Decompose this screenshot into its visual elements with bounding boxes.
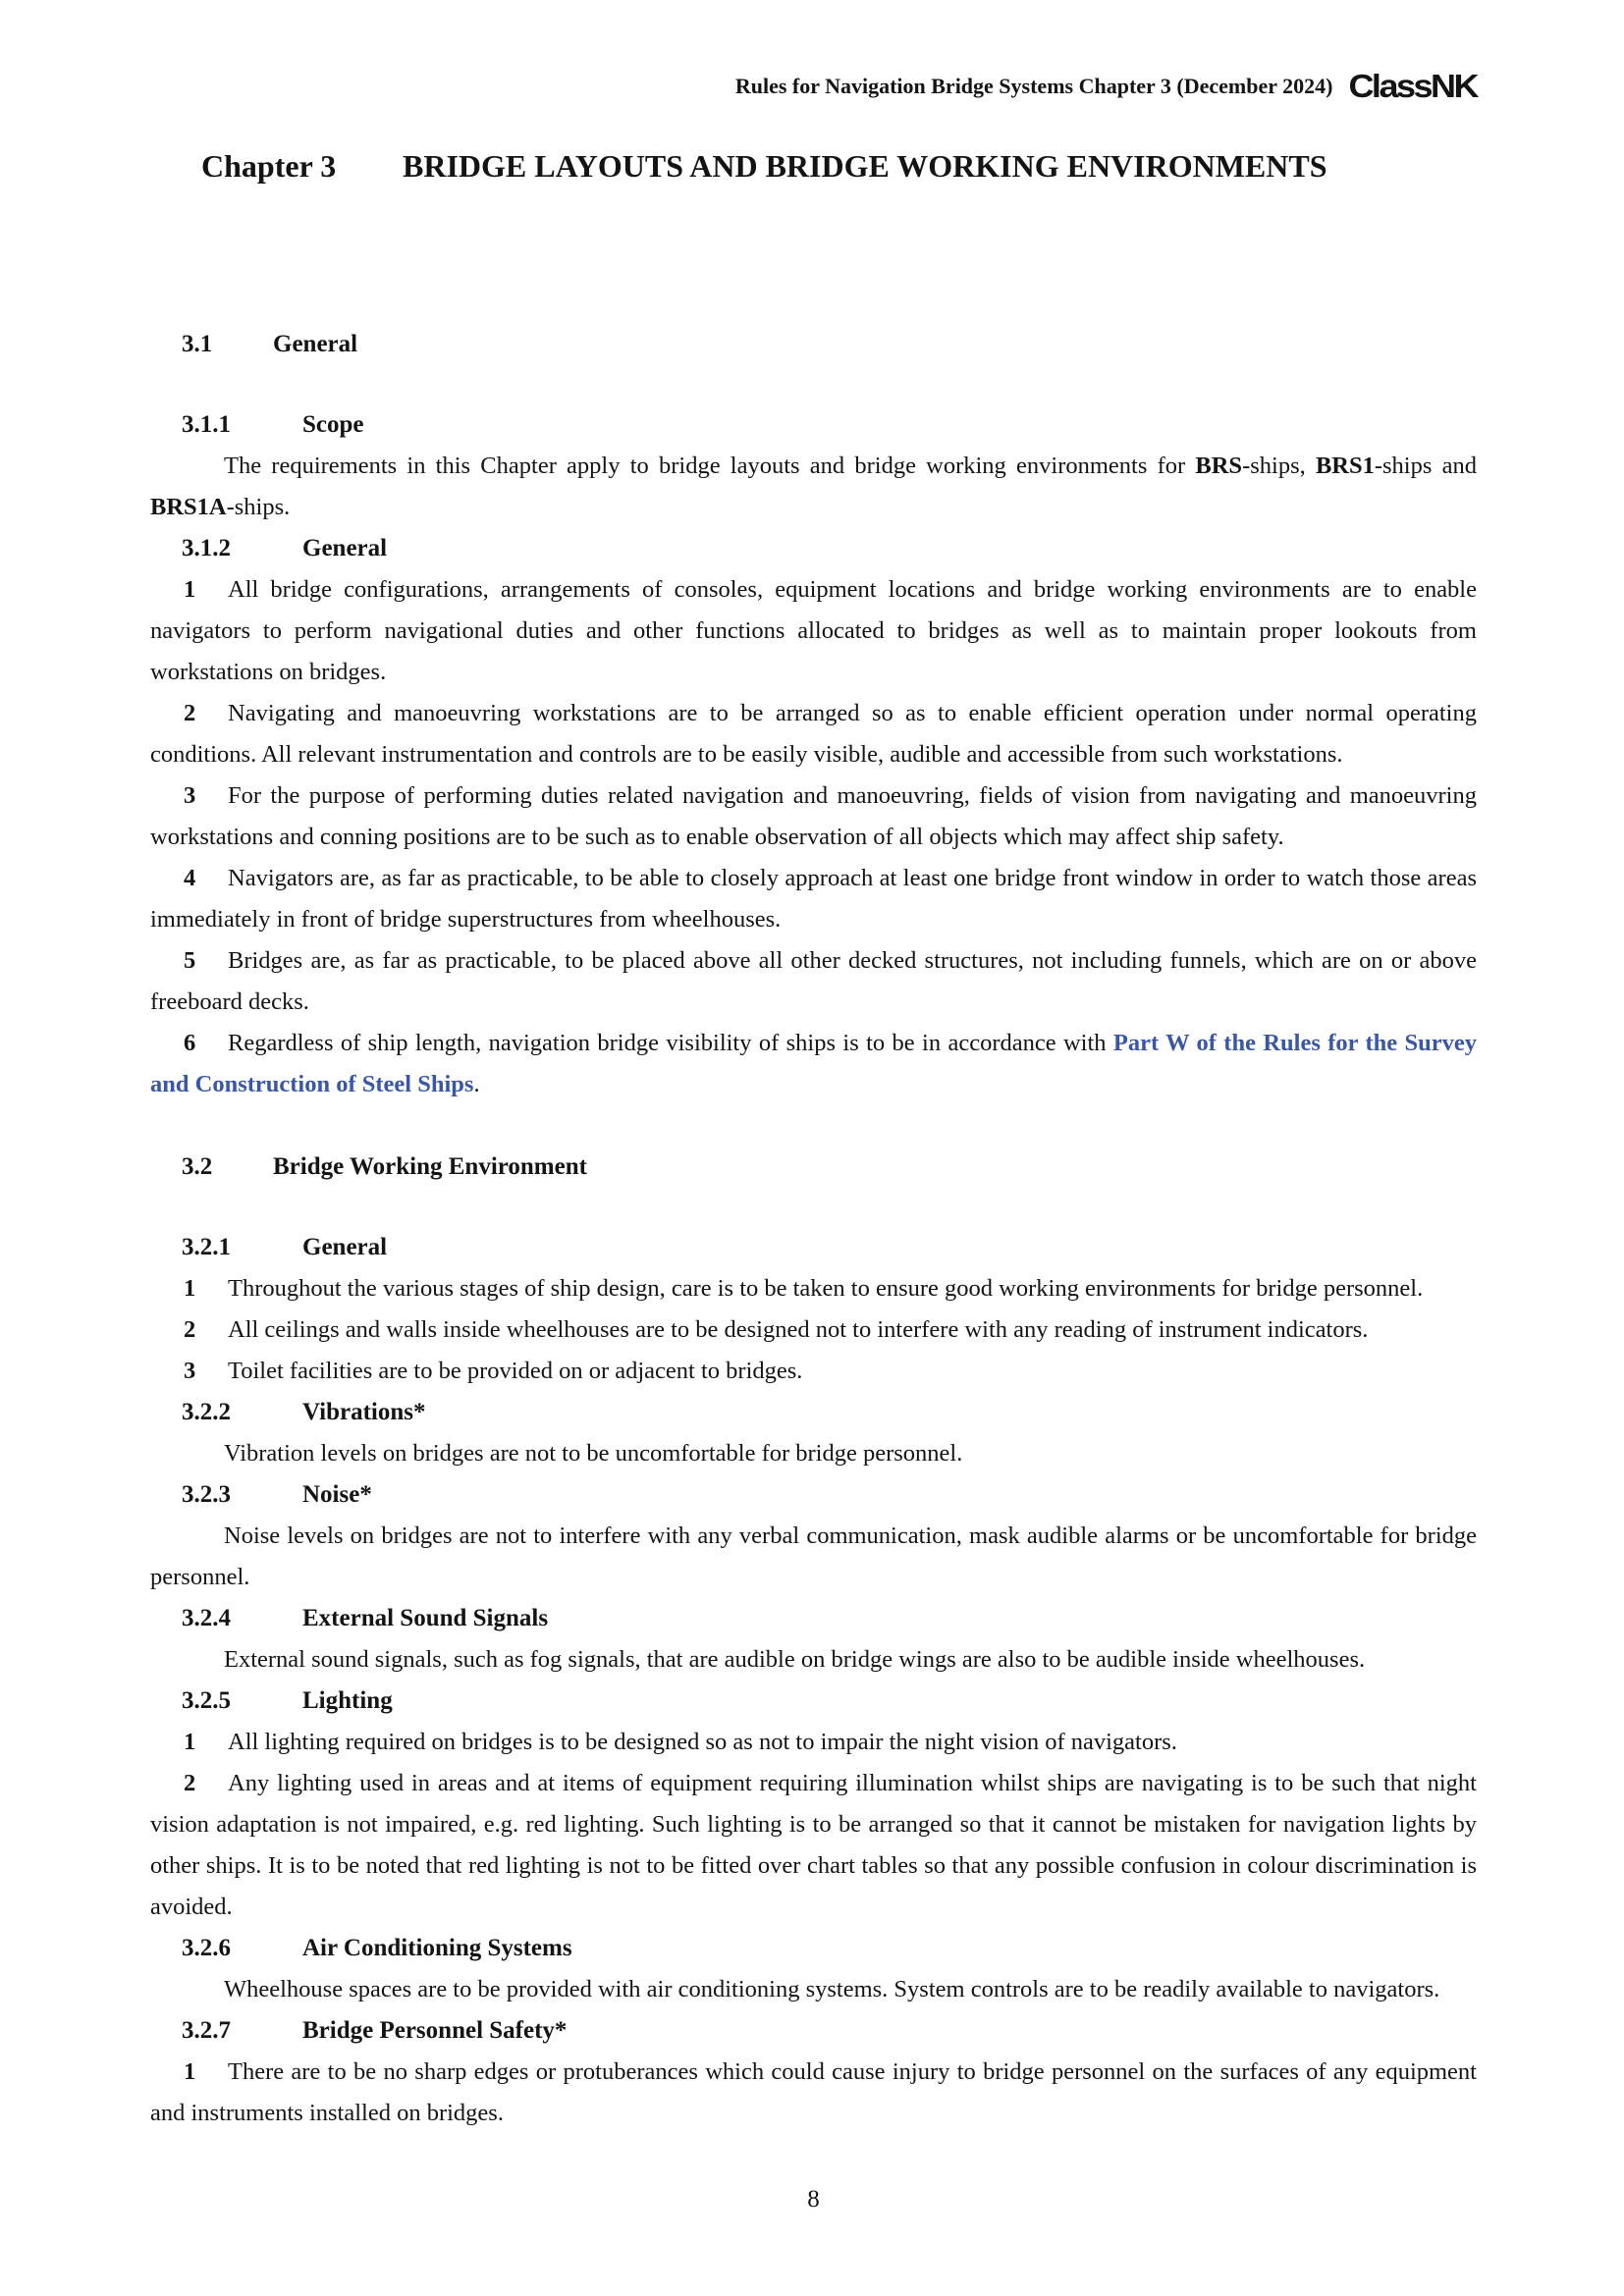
section-heading-3-2-2 [150, 1392, 1477, 1433]
section-number: 3.1.2 [182, 535, 231, 561]
item-text: Bridges are, as far as practicable, to be placed above all other decked structures, not including funnels, which are on or above freeboard decks. [150, 947, 1477, 1015]
section-label: Scope [302, 411, 364, 438]
brs1a-notation: BRS1A [150, 494, 227, 520]
numbered-item [150, 1351, 1477, 1392]
numbered-item [150, 775, 1477, 858]
section-label: Noise* [302, 1481, 372, 1508]
item-text: Any lighting used in areas and at items of equipment requiring illumination whilst ships are navigating is to be such that night vision adaptation is not impaired, e.g. red lighting. Such lighting is to be arranged so that it cannot be mistaken for navigation lights by other ships. It is to be noted that red lighting is not to be fitted over chart tables so that any possible confusion in colour discrimination is avoided. [150, 1770, 1477, 1920]
chapter-number: Chapter 3 [201, 148, 337, 184]
text-segment: -ships. [226, 494, 291, 520]
numbered-item [150, 1309, 1477, 1351]
header-running-title: Rules for Navigation Bridge Systems Chapter 3 (December 2024) [734, 74, 1333, 98]
item-number: 3 [184, 1358, 196, 1384]
item-text: . [473, 1071, 480, 1097]
section-label: Bridge Working Environment [273, 1153, 587, 1180]
item-text: Navigating and manoeuvring workstations are to be arranged so as to enable efficient operation under normal operating conditions. All relevant instrumentation and controls are to be easily visible, audible and accessible from such workstations. [150, 700, 1477, 768]
part-w-rules-link[interactable]: Part W of the Rules for the Survey and Construction of Steel Ships [150, 1030, 1477, 1097]
section-paragraph: External sound signals, such as fog signals, that are audible on bridge wings are also to be audible inside wheelhouses. [224, 1646, 1366, 1673]
section-label: General [302, 535, 388, 561]
numbered-item [150, 693, 1477, 775]
item-text: All lighting required on bridges is to be designed so as not to impair the night vision of navigators. [228, 1729, 1177, 1755]
section-paragraph: Wheelhouse spaces are to be provided with air conditioning systems. System controls are to be readily available to navigators. [224, 1976, 1440, 2002]
section-heading-3-2-5 [150, 1681, 1477, 1722]
item-text: Throughout the various stages of ship design, care is to be taken to ensure good working environments for bridge personnel. [228, 1275, 1424, 1302]
section-label: Vibrations* [302, 1399, 426, 1425]
section-paragraph: Vibration levels on bridges are not to be uncomfortable for bridge personnel. [224, 1440, 963, 1467]
section-number: 3.2.5 [182, 1687, 231, 1714]
numbered-item [150, 1268, 1477, 1309]
numbered-item [150, 1763, 1477, 1928]
item-number: 6 [184, 1030, 196, 1056]
item-number: 2 [184, 700, 196, 726]
numbered-item [150, 1722, 1477, 1763]
item-text: All bridge configurations, arrangements of consoles, equipment locations and bridge working environments are to enable navigators to perform navigational duties and other functions allocated to bridges as well as to maintain proper lookouts from workstations on bridges. [150, 576, 1477, 685]
section-label: General [273, 331, 358, 357]
numbered-item [150, 1023, 1477, 1105]
item-number: 1 [184, 1275, 196, 1302]
numbered-item [150, 2052, 1477, 2134]
section-heading-3-2-6 [150, 1928, 1477, 1969]
item-number: 1 [184, 1729, 196, 1755]
item-text: All ceilings and walls inside wheelhouses are to be designed not to interfere with any reading of instrument indicators. [228, 1316, 1369, 1343]
item-text: There are to be no sharp edges or protuberances which could cause injury to bridge personnel on the surfaces of any equipment and instruments installed on bridges. [150, 2058, 1477, 2126]
section-number: 3.2.2 [182, 1399, 231, 1425]
numbered-item [150, 940, 1477, 1023]
section-paragraph: Noise levels on bridges are not to interfere with any verbal communication, mask audible alarms or be uncomfortable for bridge personnel. [150, 1522, 1477, 1590]
numbered-item [150, 569, 1477, 693]
section-number: 3.2.4 [182, 1605, 231, 1631]
item-text: Navigators are, as far as practicable, to be able to closely approach at least one bridge front window in order to watch those areas immediately in front of bridge superstructures from wheelhouses. [150, 865, 1477, 933]
item-number: 3 [184, 782, 196, 809]
chapter-heading [150, 143, 1477, 188]
section-label: Air Conditioning Systems [302, 1935, 572, 1961]
section-number: 3.1 [182, 331, 213, 357]
text-segment: The requirements in this Chapter apply to bridge layouts and bridge working environments for [224, 453, 1196, 479]
section-number: 3.1.1 [182, 411, 231, 438]
section-heading-3-1-2 [150, 528, 1477, 569]
page-number: 8 [807, 2186, 820, 2213]
section-label: External Sound Signals [302, 1605, 549, 1631]
section-heading-3-1 [150, 324, 1477, 365]
numbered-item [150, 858, 1477, 940]
section-heading-3-2-4 [150, 1598, 1477, 1639]
section-heading-3-2-7 [150, 2010, 1477, 2052]
section-number: 3.2 [182, 1153, 213, 1180]
text-segment: -ships and [1374, 453, 1477, 479]
item-text: Toilet facilities are to be provided on or adjacent to bridges. [228, 1358, 803, 1384]
section-label: Bridge Personnel Safety* [302, 2017, 568, 2044]
section-number: 3.2.3 [182, 1481, 231, 1508]
item-number: 1 [184, 576, 196, 603]
item-number: 4 [184, 865, 196, 891]
classnk-logo: ClassNK [1348, 67, 1477, 105]
section-heading-3-2-3 [150, 1474, 1477, 1516]
section-heading-3-2 [150, 1147, 1477, 1188]
item-number: 5 [184, 947, 196, 974]
text-segment: -ships, [1242, 453, 1316, 479]
page-header [150, 0, 1477, 104]
item-number: 1 [184, 2058, 196, 2085]
section-label: General [302, 1234, 388, 1260]
section-number: 3.2.1 [182, 1234, 231, 1260]
item-text: For the purpose of performing duties related navigation and manoeuvring, fields of vision from navigating and manoeuvring workstations and conning positions are to be such as to enable observation of all objects which may affect ship safety. [150, 782, 1477, 850]
item-number: 2 [184, 1316, 196, 1343]
brs1-notation: BRS1 [1315, 453, 1375, 479]
brs-notation: BRS [1195, 453, 1243, 479]
section-heading-3-1-1 [150, 404, 1477, 446]
section-number: 3.2.6 [182, 1935, 231, 1961]
item-number: 2 [184, 1770, 196, 1796]
chapter-title: BRIDGE LAYOUTS AND BRIDGE WORKING ENVIRONMENTS [403, 148, 1327, 184]
scope-paragraph [150, 446, 1477, 528]
item-text: Regardless of ship length, navigation bridge visibility of ships is to be in accordance with [228, 1030, 1113, 1056]
section-heading-3-2-1 [150, 1227, 1477, 1268]
section-label: Lighting [302, 1687, 393, 1714]
section-number: 3.2.7 [182, 2017, 231, 2044]
